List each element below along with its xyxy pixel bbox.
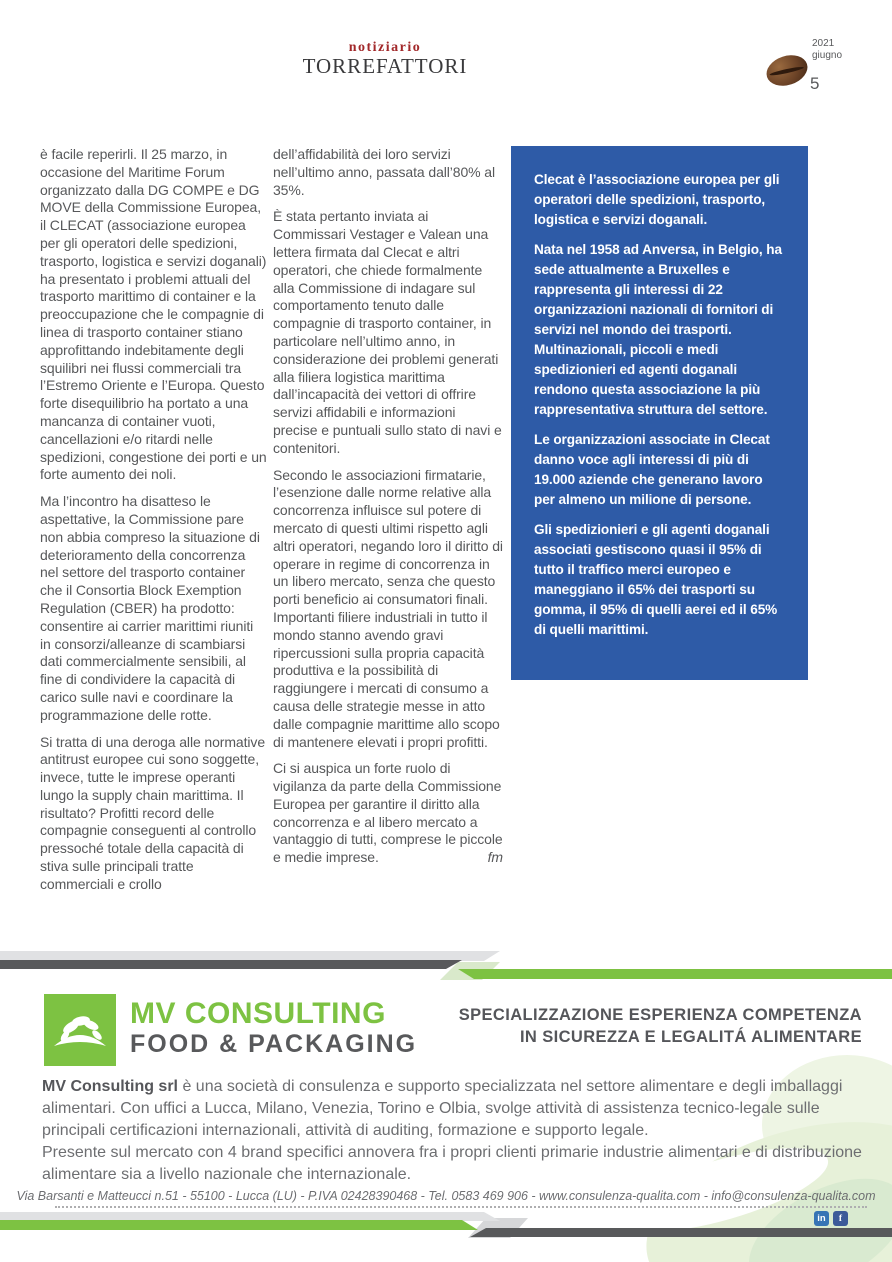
article-paragraph: Si tratta di una deroga alle normative antitrust europee cui sono soggette, invece, tutte le imprese operanti lungo la supply chain marittima. Il risultato? Profitti record delle compagnie conseguenti al controllo pressoché totale della capacità di stiva sulle principali tratte commerciali e crollo [40,733,265,892]
ad-headline [459,1005,862,1048]
issue-year: 2021 [812,38,835,49]
infobox-paragraph-text: è l’associazione europea per gli operatori delle spedizioni, trasporto, logistica e servizi doganali. [534,172,780,227]
ad-paragraph: Presente sul mercato con 4 brand specifici annovera fra i propri clienti primarie industrie alimentari e di distribuzione alimentare sia a livello nazionale che internazionale. [42,1144,862,1183]
linkedin-icon[interactable]: in [814,1211,829,1226]
infobox-paragraph: Gli spedizionieri e gli agenti doganali associati gestiscono quasi il 95% di tutto il traffico merci europeo e maneggiano il 65% dei trasporti su gomma, il 95% di quelli aerei ed il 65% di quelli marittimi. [534,522,778,637]
separator-bar-light [0,1212,500,1221]
social-links [814,1211,848,1226]
issue-date [812,38,842,62]
author-byline: fm [487,849,503,866]
infobox-paragraph: Nata nel 1958 ad Anversa, in Belgio, ha sede attualmente a Bruxelles e rappresenta gli interessi di 22 organizzazioni nazionali di fornitori di servizi nel mondo dei trasporti. Multinazionali, piccoli e medi spedizionieri ed agenti doganali rendono questa associazione la più rappresentativa struttura del settore. [534,242,782,417]
dotted-divider [55,1206,867,1208]
article-paragraph: Ma l’incontro ha disatteso le aspettative, la Commissione pare non abbia compreso la situazione di deterioramento della concorrenza nel settore del trasporto container che il Consortia Block Exemption Regulation (CBER) ha prodotto: consentire ai carrier marittimi riuniti in consorzi/alleanze di scambiarsi dati commercialmente sensibili, al fine di condividere la capacità di carico sulle navi e coordinare la programmazione delle rotte. [40,493,260,723]
ad-body-text [42,1076,864,1186]
separator-bar-light [0,951,500,961]
brand-name: MV CONSULTING [130,997,386,1030]
issue-month: giugno [812,50,843,61]
article-paragraph: dell’affidabilità dei loro servizi nell’ultimo anno, passata dall’80% al 35%. [273,146,495,198]
article-paragraph: è facile reperirli. Il 25 marzo, in occasione del Maritime Forum organizzato dalla DG COMPE e DG MOVE della Commissione Europea, il CLECAT (associazione europea per gli operatori delle spedizioni, trasporto, logistica e servizi doganali) ha presentato i problemi attuali del trasporto marittimo di container e la preoccupazione che le compagnie di linea di trasporto container stiano approfittando indebitamente degli squilibri nei flussi commerciali tra l’Estremo Oriente e l’Europa. Questo forte disequilibrio ha portato a una mancanza di container vuoti, cancellazioni e/o ritardi nelle spedizioni, congestione dei porti e un forte aumento dei noli. [40,146,267,483]
article-paragraph: Secondo le associazioni firmatarie, l’esenzione dalle norme relative alla concorrenza influisce sul potere di mercato di questi ultimi rispetto agli altri operatori, negando loro il diritto di operare in regime di concorrenza in un libero mercato, senza che questo porti beneficio ai consumatori finali. Importanti filiere industriali in tutto il mondo stanno avendo gravi ripercussioni sulla propria capacità produttiva e la possibilità di raggiungere i mercati di consumo a causa delle strategie messe in atto dalle compagnie marittime allo scopo di mantenere elevati i propri profitti. [273,466,503,750]
separator-bar-dark [470,1228,892,1237]
clecat-infobox [511,146,808,680]
article-column-2 [273,146,503,876]
brand-tagline: FOOD & PACKAGING [130,1030,418,1058]
article-paragraph-text: Ci si auspica un forte ruolo di vigilanza da parte della Commissione Europea per garantire il diritto alla concorrenza e al libero mercato a vantaggio di tutti, comprese le piccole e medie imprese. [273,760,503,866]
coffee-bean-icon [763,50,812,91]
leaf-hill-icon [44,994,116,1066]
ad-company-name: MV Consulting srl [42,1078,178,1095]
infobox-paragraph: Le organizzazioni associate in Clecat danno voce agli interessi di più di 19.000 aziende che generano lavoro per almeno un milione di persone. [534,432,770,507]
infobox-lead-word: Clecat [534,172,575,187]
ad-headline-line2: IN SICUREZZA E LEGALITÁ ALIMENTARE [519,1027,862,1046]
ad-headline-line1: SPECIALIZZAZIONE ESPERIENZA COMPETENZA [458,1006,862,1024]
article-paragraph: È stata pertanto inviata ai Commissari Vestager e Valean una lettera firmata dal Clecat e altri operatori, che chiede formalmente alla Commissione di indagare sul comportamento tenuto dalle compagnie di trasporto container, in particolare nell’ultimo anno, in considerazione dei problemi generati alla filiera logistica marittima dall’incapacità dei vettori di offrire servizi affidabili e informazioni precise e puntuali sullo stato di navi e contenitori. [273,208,502,456]
article-column-1 [40,146,267,903]
separator-bar-green [458,969,892,979]
facebook-icon[interactable]: f [833,1211,848,1226]
ad-paragraph-text: è una società di consulenza e supporto specializzata nel settore alimentare e degli imballaggi alimentari. Con uffici a Lucca, Milano, Venezia, Torino e Olbia, svolge attività di assistenza tecnico-legale sulle principali certificazioni internazionali, attività di auditing, formazione e supporto legale. [42,1078,843,1139]
ad-paragraph [42,1076,864,1142]
article-paragraph [273,760,503,867]
masthead-subtitle: notiziario [348,40,422,55]
separator-bar-dark [0,960,462,969]
infobox-paragraph [534,170,785,230]
mv-consulting-logo-icon [44,994,116,1066]
masthead [300,40,470,77]
page-number: 5 [810,74,820,93]
mv-brand-wordmark [130,997,417,1058]
masthead-title: TORREFATTORI [302,54,468,78]
separator-bar-green [0,1220,478,1230]
ad-contact-line: Via Barsanti e Matteucci n.51 - 55100 - Lucca (LU) - P.IVA 02428390468 - Tel. 0583 469 906 - www.consulenza-qualita.com - info@consulenza-qualita.com [16,1189,876,1203]
